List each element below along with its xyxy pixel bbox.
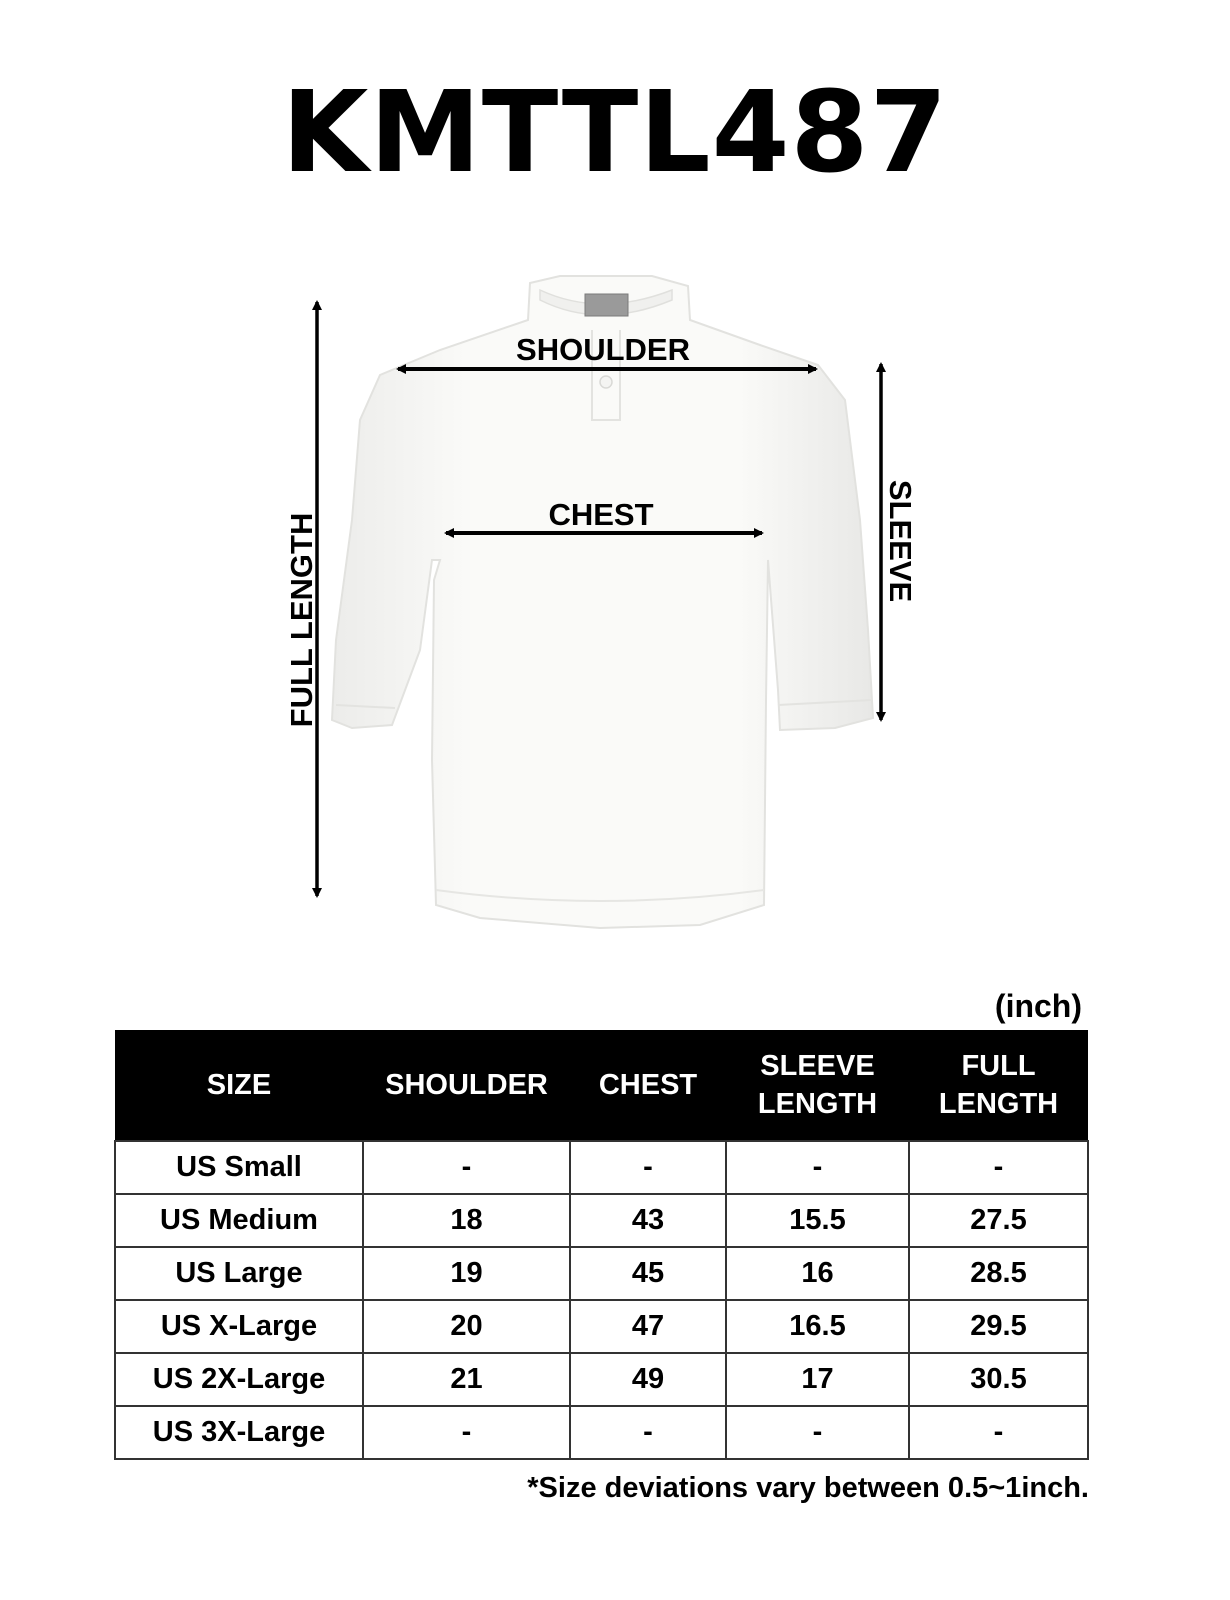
table-row (115, 1194, 1088, 1247)
header-shoulder-text: SHOULDER (385, 1069, 548, 1101)
sleeve-cell: 16 (726, 1247, 909, 1300)
shoulder-cell: 19 (363, 1247, 570, 1300)
header-size-text: SIZE (206, 1069, 272, 1101)
header-full-line2: LENGTH (938, 1088, 1059, 1120)
full-length-cell: 28.5 (909, 1247, 1088, 1300)
full-length-cell: - (909, 1141, 1088, 1194)
chest-cell: 47 (570, 1300, 726, 1353)
shoulder-label: SHOULDER (516, 332, 690, 367)
sleeve-cell: - (726, 1141, 909, 1194)
header-sleeve-length (726, 1030, 909, 1141)
full-length-cell: 29.5 (909, 1300, 1088, 1353)
table-row (115, 1141, 1088, 1194)
header-sleeve-line2: LENGTH (757, 1088, 878, 1120)
table-row (115, 1406, 1088, 1459)
header-full-length (909, 1030, 1088, 1141)
table-header-row (115, 1030, 1088, 1141)
shoulder-cell: 21 (363, 1353, 570, 1406)
header-full-line1: FULL (961, 1050, 1036, 1082)
sleeve-cell: 16.5 (726, 1300, 909, 1353)
size-chart-table (114, 1030, 1089, 1460)
shoulder-cell: - (363, 1406, 570, 1459)
sleeve-cell: 15.5 (726, 1194, 909, 1247)
chest-cell: 45 (570, 1247, 726, 1300)
size-cell: US Medium (115, 1194, 363, 1247)
chest-cell: 49 (570, 1353, 726, 1406)
table-row (115, 1300, 1088, 1353)
sleeve-cell: 17 (726, 1353, 909, 1406)
full-length-cell: 30.5 (909, 1353, 1088, 1406)
chest-label: CHEST (548, 497, 654, 532)
unit-label: (inch) (994, 988, 1082, 1024)
header-size (115, 1030, 363, 1141)
full-length-cell: - (909, 1406, 1088, 1459)
header-chest-text: CHEST (598, 1069, 698, 1101)
size-cell: US Small (115, 1141, 363, 1194)
table-row (115, 1353, 1088, 1406)
header-shoulder (363, 1030, 570, 1141)
size-cell: US X-Large (115, 1300, 363, 1353)
shoulder-cell: 18 (363, 1194, 570, 1247)
chest-cell: - (570, 1406, 726, 1459)
size-cell: US 2X-Large (115, 1353, 363, 1406)
chest-cell: - (570, 1141, 726, 1194)
neck-label-icon (585, 294, 628, 316)
header-sleeve-line1: SLEEVE (760, 1050, 875, 1082)
table-row (115, 1247, 1088, 1300)
size-cell: US 3X-Large (115, 1406, 363, 1459)
full-length-cell: 27.5 (909, 1194, 1088, 1247)
sleeve-label: SLEEVE (883, 479, 918, 603)
chest-cell: 43 (570, 1194, 726, 1247)
shoulder-cell: - (363, 1141, 570, 1194)
full-length-label: FULL LENGTH (284, 512, 319, 728)
sleeve-cell: - (726, 1406, 909, 1459)
product-code-title: KMTTL487 (281, 68, 949, 198)
header-chest (570, 1030, 726, 1141)
size-deviation-note: *Size deviations vary between 0.5~1inch. (527, 1472, 1089, 1504)
shoulder-cell: 20 (363, 1300, 570, 1353)
size-cell: US Large (115, 1247, 363, 1300)
henley-shirt-illustration (332, 276, 873, 928)
